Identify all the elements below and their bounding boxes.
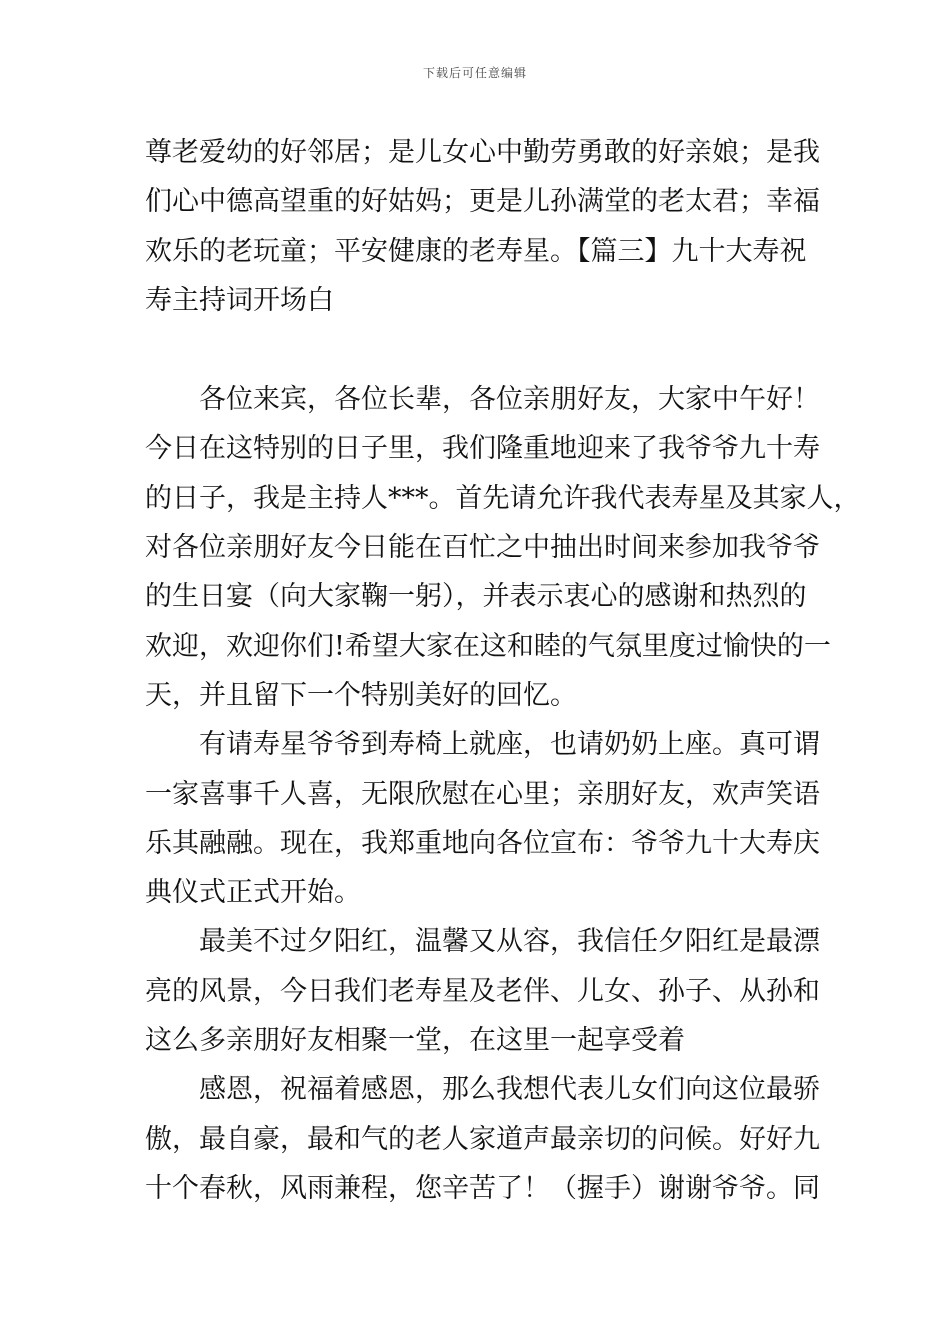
text-line: 感恩，祝福着感恩，那么我想代表儿女们向这位最骄 (199, 1074, 820, 1106)
document-body (145, 128, 861, 1213)
text-line: 们心中德高望重的好姑妈；更是儿孙满堂的老太君；幸福 (145, 186, 820, 218)
text-line: 欢乐的老玩童；平安健康的老寿星。【篇三】九十大寿祝 (145, 235, 807, 267)
text-line: 亮的风景，今日我们老寿星及老伴、儿女、孙子、从孙和 (145, 975, 820, 1007)
text-line: 一家喜事千人喜，无限欣慰在心里；亲朋好友，欢声笑语 (145, 778, 820, 810)
text-line: 的日子，我是主持人***。首先请允许我代表寿星及其家人， (145, 482, 861, 514)
header-note: 下载后可任意编辑 (422, 66, 527, 80)
text-line: 傲，最自豪，最和气的老人家道声最亲切的问候。好好九 (145, 1123, 820, 1155)
section-title-line: 寿主持词开场白 (145, 284, 334, 316)
text-line: 对各位亲朋好友今日能在百忙之中抽出时间来参加我爷爷 (145, 532, 820, 564)
text-line: 最美不过夕阳红，温馨又从容，我信任夕阳红是最漂 (199, 926, 820, 958)
text-line: 今日在这特别的日子里，我们隆重地迎来了我爷爷九十寿 (145, 433, 820, 465)
paragraph-gap (145, 325, 815, 375)
text-line: 各位来宾，各位长辈，各位亲朋好友，大家中午好！ (199, 384, 820, 416)
text-line: 典仪式正式开始。 (145, 877, 361, 909)
text-line: 十个春秋，风雨兼程，您辛苦了！（握手）谢谢爷爷。同 (145, 1172, 820, 1204)
text-line: 乐其融融。现在，我郑重地向各位宣布：爷爷九十大寿庆 (145, 827, 820, 859)
text-line: 欢迎，欢迎你们!希望大家在这和睦的气氛里度过愉快的一 (145, 630, 831, 662)
text-line: 天，并且留下一个特别美好的回忆。 (145, 679, 577, 711)
text-line: 尊老爱幼的好邻居；是儿女心中勤劳勇敢的好亲娘；是我 (145, 137, 820, 168)
text-line: 有请寿星爷爷到寿椅上就座，也请奶奶上座。真可谓 (199, 729, 820, 761)
text-line: 这么多亲朋好友相聚一堂，在这里一起享受着 (145, 1025, 685, 1057)
text-line: 的生日宴（向大家鞠一躬），并表示衷心的感谢和热烈的 (145, 581, 807, 613)
